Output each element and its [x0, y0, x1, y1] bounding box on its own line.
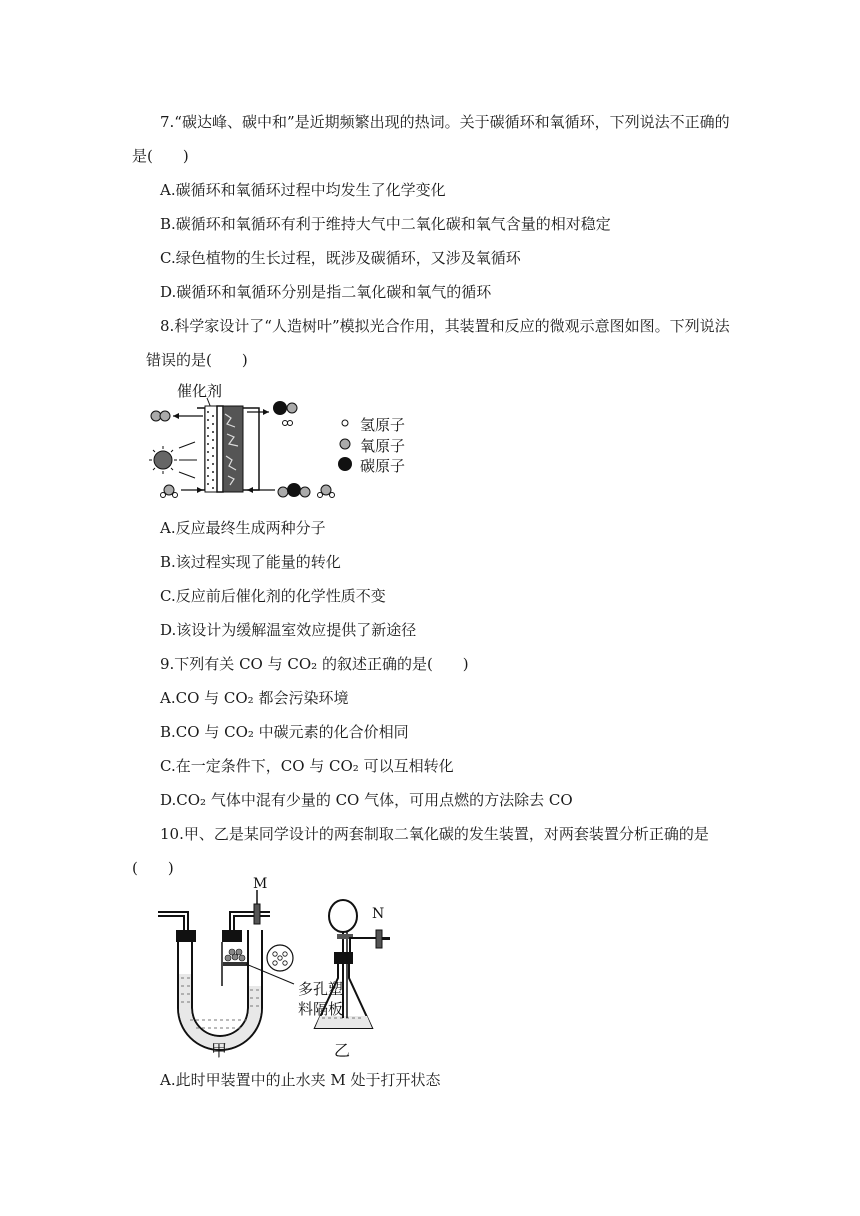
q8-option-d: D.该设计为缓解温室效应提供了新途径: [160, 621, 417, 639]
q9-option-b: B.CO 与 CO₂ 中碳元素的化合价相同: [160, 723, 409, 741]
porous-plate-label-2: 料隔板: [298, 1000, 344, 1018]
q7-stem-line2: 是( ): [132, 147, 189, 165]
legend-hydrogen: 氢原子: [360, 416, 406, 434]
q7-option-d: D.碳循环和氧循环分别是指二氧化碳和氧气的循环: [160, 283, 492, 301]
porous-plate-label-1: 多孔塑: [298, 980, 344, 998]
q10-stem-line2: ( ): [132, 859, 174, 877]
q8-option-a: A.反应最终生成两种分子: [160, 519, 326, 537]
q10-stem-line1: 10.甲、乙是某同学设计的两套制取二氧化碳的发生装置，对两套装置分析正确的是: [160, 825, 709, 843]
apparatus-a-label: 甲: [211, 1041, 228, 1060]
catalyst-label: 催化剂: [177, 382, 223, 400]
q7-option-b: B.碳循环和氧循环有利于维持大气中二氧化碳和氧气含量的相对稳定: [160, 215, 611, 233]
q9-option-a: A.CO 与 CO₂ 都会污染环境: [160, 689, 349, 707]
q10-option-a: A.此时甲装置中的止水夹 M 处于打开状态: [160, 1071, 441, 1089]
q9-option-d: D.CO₂ 气体中混有少量的 CO 气体，可用点燃的方法除去 CO: [160, 791, 573, 809]
q7-option-a: A.碳循环和氧循环过程中均发生了化学变化: [160, 181, 446, 199]
clamp-m-label: M: [253, 876, 268, 892]
q8-stem-line1: 8.科学家设计了“人造树叶”模拟光合作用，其装置和反应的微观示意图如图。下列说法: [160, 317, 730, 335]
clamp-n-label: N: [372, 906, 385, 922]
legend-carbon: 碳原子: [360, 457, 406, 475]
q8-figure: [145, 378, 425, 508]
q10-figure: [150, 878, 410, 1060]
q7-stem-line1: 7.“碳达峰、碳中和”是近期频繁出现的热词。关于碳循环和氧循环，下列说法不正确的: [160, 113, 730, 131]
legend-oxygen: 氧原子: [360, 437, 406, 455]
q7-option-c: C.绿色植物的生长过程，既涉及碳循环，又涉及氧循环: [160, 249, 521, 267]
q8-option-c: C.反应前后催化剂的化学性质不变: [160, 587, 386, 605]
q8-stem-line2: 错误的是( ): [146, 351, 248, 369]
apparatus-b-label: 乙: [334, 1041, 351, 1060]
co2-apparatus-diagram: [150, 878, 410, 1060]
q9-option-c: C.在一定条件下，CO 与 CO₂ 可以互相转化: [160, 757, 454, 775]
q9-stem: 9.下列有关 CO 与 CO₂ 的叙述正确的是( ): [160, 655, 469, 673]
q8-option-b: B.该过程实现了能量的转化: [160, 553, 341, 571]
